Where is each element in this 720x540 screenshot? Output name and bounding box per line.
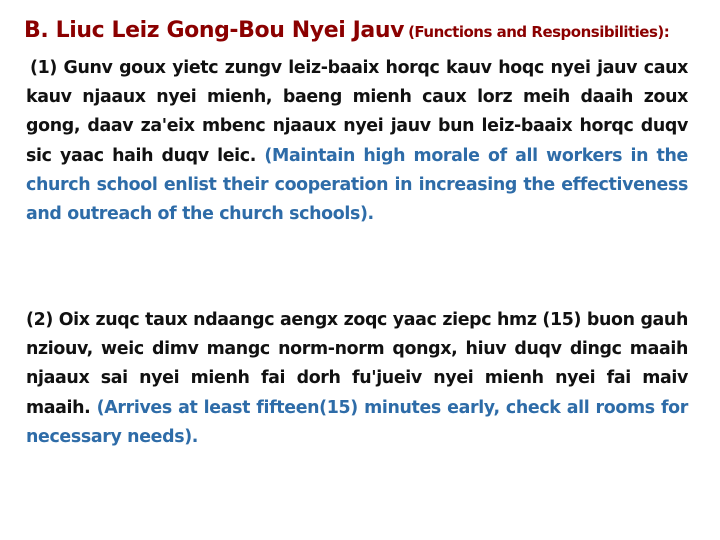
paragraph-1 xyxy=(26,54,688,229)
paragraph-2-english-translation: (Arrives at least fifteen(15) minutes early, check all rooms for necessary needs). xyxy=(26,397,688,447)
section-heading-title: B. Liuc Leiz Gong-Bou Nyei Jauv xyxy=(24,18,405,43)
paragraph-2-local-text: (2) Oix zuqc taux ndaangc aengx zoqc yaac ziepc hmz (15) buon gauh nziouv, weic dimv mangc norm-norm qongx, hiuv duqv dingc maaih njaaux sai nyei mienh fai dorh fu'jueiv nyei mienh nyei fai maiv maaih. xyxy=(26,310,688,418)
section-heading xyxy=(24,14,704,49)
paragraph-1-local-text: (1) Gunv goux yietc zungv leiz-baaix horqc kauv hoqc nyei jauv caux kauv njaaux nyei mienh, baeng mienh caux lorz meih daaih zoux gong, daav za'eix mbenc njaaux nyei jauv bun leiz-baaix horqc duqv sic yaac haih duqv leic. xyxy=(26,58,688,166)
section-heading-subtitle: (Functions and Responsibilities): xyxy=(408,23,670,41)
paragraph-1-english-translation: (Maintain high morale of all workers in the church school enlist their cooperation in increasing the effectiveness and outreach of the church schools). xyxy=(26,145,688,225)
paragraph-2 xyxy=(26,306,688,452)
